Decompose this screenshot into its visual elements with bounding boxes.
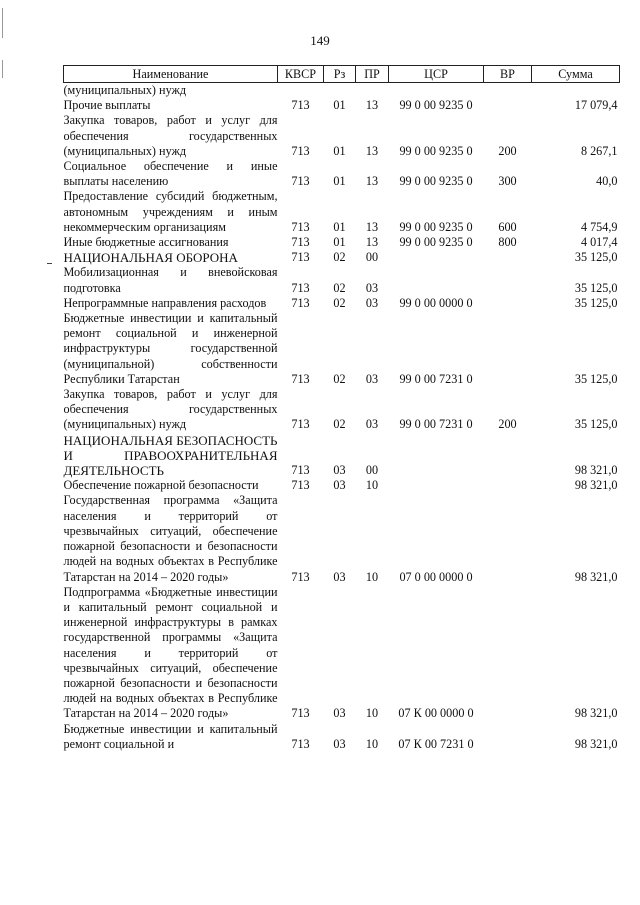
cell-pr: 13 <box>365 143 379 158</box>
cell-kvsr: 713 <box>291 463 310 478</box>
cell-rz: 03 <box>333 478 346 493</box>
cell-kvsr: 713 <box>291 250 310 265</box>
cell-kvsr: 713 <box>291 280 310 295</box>
cell-pr: 03 <box>365 280 379 295</box>
cell-kvsr: 713 <box>291 235 310 250</box>
cell-name: Прочие выплаты <box>63 98 151 113</box>
cell-csr <box>389 250 484 265</box>
cell-sum <box>532 83 620 99</box>
cell-kvsr: 713 <box>291 706 310 721</box>
cell-pr: 10 <box>365 706 379 721</box>
cell-name: Предоставление субсидий бюджетным, автономным учреждениям и иным некоммерческим организациям <box>63 189 278 234</box>
cell-sum: 98 321,0 <box>574 463 618 478</box>
cell-sum: 35 125,0 <box>574 371 618 386</box>
cell-sum: 98 321,0 <box>574 706 618 721</box>
cell-pr: 10 <box>365 736 379 751</box>
cell-pr: 00 <box>365 463 379 478</box>
cell-name: Бюджетные инвестиции и капитальный ремонт социальной и инженерной инфраструктуры государственной (муниципальной) собственности Республики Татарстан <box>63 311 278 386</box>
cell-rz: 03 <box>333 736 346 751</box>
cell-kvsr: 713 <box>291 295 310 310</box>
cell-csr <box>389 433 484 479</box>
cell-vr <box>484 250 532 265</box>
cell-rz: 02 <box>333 250 346 265</box>
table-row <box>64 83 620 99</box>
cell-vr <box>484 83 532 99</box>
cell-pr: 03 <box>365 295 379 310</box>
cell-csr: 99 0 00 7231 0 <box>399 371 473 386</box>
cell-vr: 200 <box>498 143 517 158</box>
cell-csr: 99 0 00 9235 0 <box>399 98 473 113</box>
cell-csr: 07 К 00 7231 0 <box>398 736 474 751</box>
table-row <box>64 433 620 479</box>
cell-rz: 01 <box>333 98 346 113</box>
cell-rz: 02 <box>333 295 346 310</box>
cell-rz: 01 <box>333 143 346 158</box>
cell-vr: 300 <box>498 174 517 189</box>
cell-name: Непрограммные направления расходов <box>63 295 267 310</box>
cell-vr <box>484 98 532 113</box>
cell-sum: 4 017,4 <box>580 235 618 250</box>
cell-vr <box>484 478 532 493</box>
cell-kvsr: 713 <box>291 371 310 386</box>
table-row <box>64 98 620 113</box>
cell-pr <box>356 83 389 99</box>
cell-csr: 99 0 00 9235 0 <box>399 174 473 189</box>
cell-name: НАЦИОНАЛЬНАЯ БЕЗОПАСНОСТЬ И ПРАВООХРАНИТЕЛЬНАЯ ДЕЯТЕЛЬНОСТЬ <box>63 432 278 479</box>
cell-csr <box>389 265 484 295</box>
header-csr: ЦСР <box>389 66 484 83</box>
cell-vr <box>484 493 532 584</box>
page-number: 149 <box>310 33 330 48</box>
header-pr: ПР <box>356 66 389 83</box>
cell-vr <box>484 311 532 387</box>
cell-rz: 03 <box>333 463 346 478</box>
cell-kvsr: 713 <box>291 219 310 234</box>
cell-kvsr: 713 <box>291 736 310 751</box>
cell-sum: 35 125,0 <box>574 417 618 432</box>
cell-sum: 17 079,4 <box>574 98 618 113</box>
cell-name: Подпрограмма «Бюджетные инвестиции и капитальный ремонт социальной и инженерной инфраструктуры в рамках государственной программы «Защита населения и территорий от чрезвычайных ситуаций, обеспечение пожарной безопасности и безопасности людей на водных объектах в Республике Татарстан на 2014 – 2020 годы» <box>63 584 278 721</box>
table-body <box>64 83 620 752</box>
header-name: Наименование <box>64 66 278 83</box>
table-row <box>64 189 620 235</box>
cell-sum: 98 321,0 <box>574 478 618 493</box>
table-row <box>64 159 620 189</box>
cell-name: Государственная программа «Защита населения и территорий от чрезвычайных ситуаций, обеспечение пожарной безопасности и безопасности людей на водных объектах в Республике Татарстан на 2014 – 2020 годы» <box>63 493 278 584</box>
cell-sum: 4 754,9 <box>580 219 618 234</box>
table-row <box>64 113 620 159</box>
cell-csr: 07 0 00 0000 0 <box>399 569 473 584</box>
budget-table <box>63 65 620 752</box>
cell-rz: 02 <box>333 280 346 295</box>
cell-sum: 8 267,1 <box>580 143 618 158</box>
cell-pr: 10 <box>365 478 379 493</box>
cell-sum: 40,0 <box>596 174 618 189</box>
cell-name: Бюджетные инвестиции и капитальный ремонт социальной и <box>63 721 278 751</box>
cell-sum: 98 321,0 <box>574 736 618 751</box>
cell-name: Социальное обеспечение и иные выплаты населению <box>63 159 278 189</box>
cell-csr <box>389 83 484 99</box>
cell-csr: 99 0 00 0000 0 <box>399 295 473 310</box>
cell-vr <box>484 722 532 752</box>
cell-vr <box>484 585 532 722</box>
cell-kvsr: 713 <box>291 569 310 584</box>
cell-csr <box>389 478 484 493</box>
cell-kvsr: 713 <box>291 98 310 113</box>
table-row <box>64 585 620 722</box>
cell-pr: 13 <box>365 98 379 113</box>
cell-rz: 02 <box>333 417 346 432</box>
cell-pr: 00 <box>365 250 379 265</box>
table-row <box>64 387 620 433</box>
table-header <box>64 66 620 83</box>
cell-pr: 13 <box>365 219 379 234</box>
cell-rz: 01 <box>333 235 346 250</box>
scan-margin-mark <box>2 60 3 78</box>
table-row <box>64 311 620 387</box>
cell-pr: 13 <box>365 174 379 189</box>
cell-kvsr <box>278 83 324 99</box>
header-kvsr: КВСР <box>278 66 324 83</box>
header-rz: Рз <box>324 66 356 83</box>
cell-vr <box>484 296 532 311</box>
cell-csr: 99 0 00 9235 0 <box>399 143 473 158</box>
table-row <box>64 493 620 584</box>
cell-name: Иные бюджетные ассигнования <box>63 235 229 250</box>
cell-sum: 98 321,0 <box>574 569 618 584</box>
table-row <box>64 722 620 752</box>
cell-name: (муниципальных) нужд <box>63 83 187 97</box>
cell-rz: 03 <box>333 569 346 584</box>
cell-pr: 13 <box>365 235 379 250</box>
table-row <box>64 265 620 295</box>
cell-rz: 03 <box>333 706 346 721</box>
table-row <box>64 296 620 311</box>
header-sum: Сумма <box>532 66 620 83</box>
cell-kvsr: 713 <box>291 478 310 493</box>
cell-vr <box>484 265 532 295</box>
cell-vr: 200 <box>498 417 517 432</box>
cell-sum: 35 125,0 <box>574 295 618 310</box>
scan-artifact-dash <box>47 263 52 264</box>
header-vr: ВР <box>484 66 532 83</box>
cell-name: Мобилизационная и вневойсковая подготовка <box>63 265 278 295</box>
cell-name: Закупка товаров, работ и услуг для обеспечения государственных (муниципальных) нужд <box>63 113 278 158</box>
cell-csr: 99 0 00 7231 0 <box>399 417 473 432</box>
cell-rz: 01 <box>333 219 346 234</box>
cell-pr: 10 <box>365 569 379 584</box>
cell-csr: 99 0 00 9235 0 <box>399 235 473 250</box>
cell-sum: 35 125,0 <box>574 250 618 265</box>
cell-kvsr: 713 <box>291 174 310 189</box>
cell-pr: 03 <box>365 371 379 386</box>
cell-rz <box>324 83 356 99</box>
cell-name: Закупка товаров, работ и услуг для обеспечения государственных (муниципальных) нужд <box>63 387 278 432</box>
cell-kvsr: 713 <box>291 417 310 432</box>
cell-vr: 600 <box>498 219 517 234</box>
cell-kvsr: 713 <box>291 143 310 158</box>
cell-pr: 03 <box>365 417 379 432</box>
cell-csr: 99 0 00 9235 0 <box>399 219 473 234</box>
cell-csr: 07 К 00 0000 0 <box>398 706 474 721</box>
cell-sum: 35 125,0 <box>574 280 618 295</box>
cell-rz: 02 <box>333 371 346 386</box>
cell-vr: 800 <box>498 235 517 250</box>
cell-name: Обеспечение пожарной безопасности <box>63 478 259 493</box>
table-row <box>64 235 620 250</box>
table-row <box>64 250 620 265</box>
cell-name: НАЦИОНАЛЬНАЯ ОБОРОНА <box>63 250 238 266</box>
cell-rz: 01 <box>333 174 346 189</box>
table-row <box>64 478 620 493</box>
cell-vr <box>484 433 532 479</box>
